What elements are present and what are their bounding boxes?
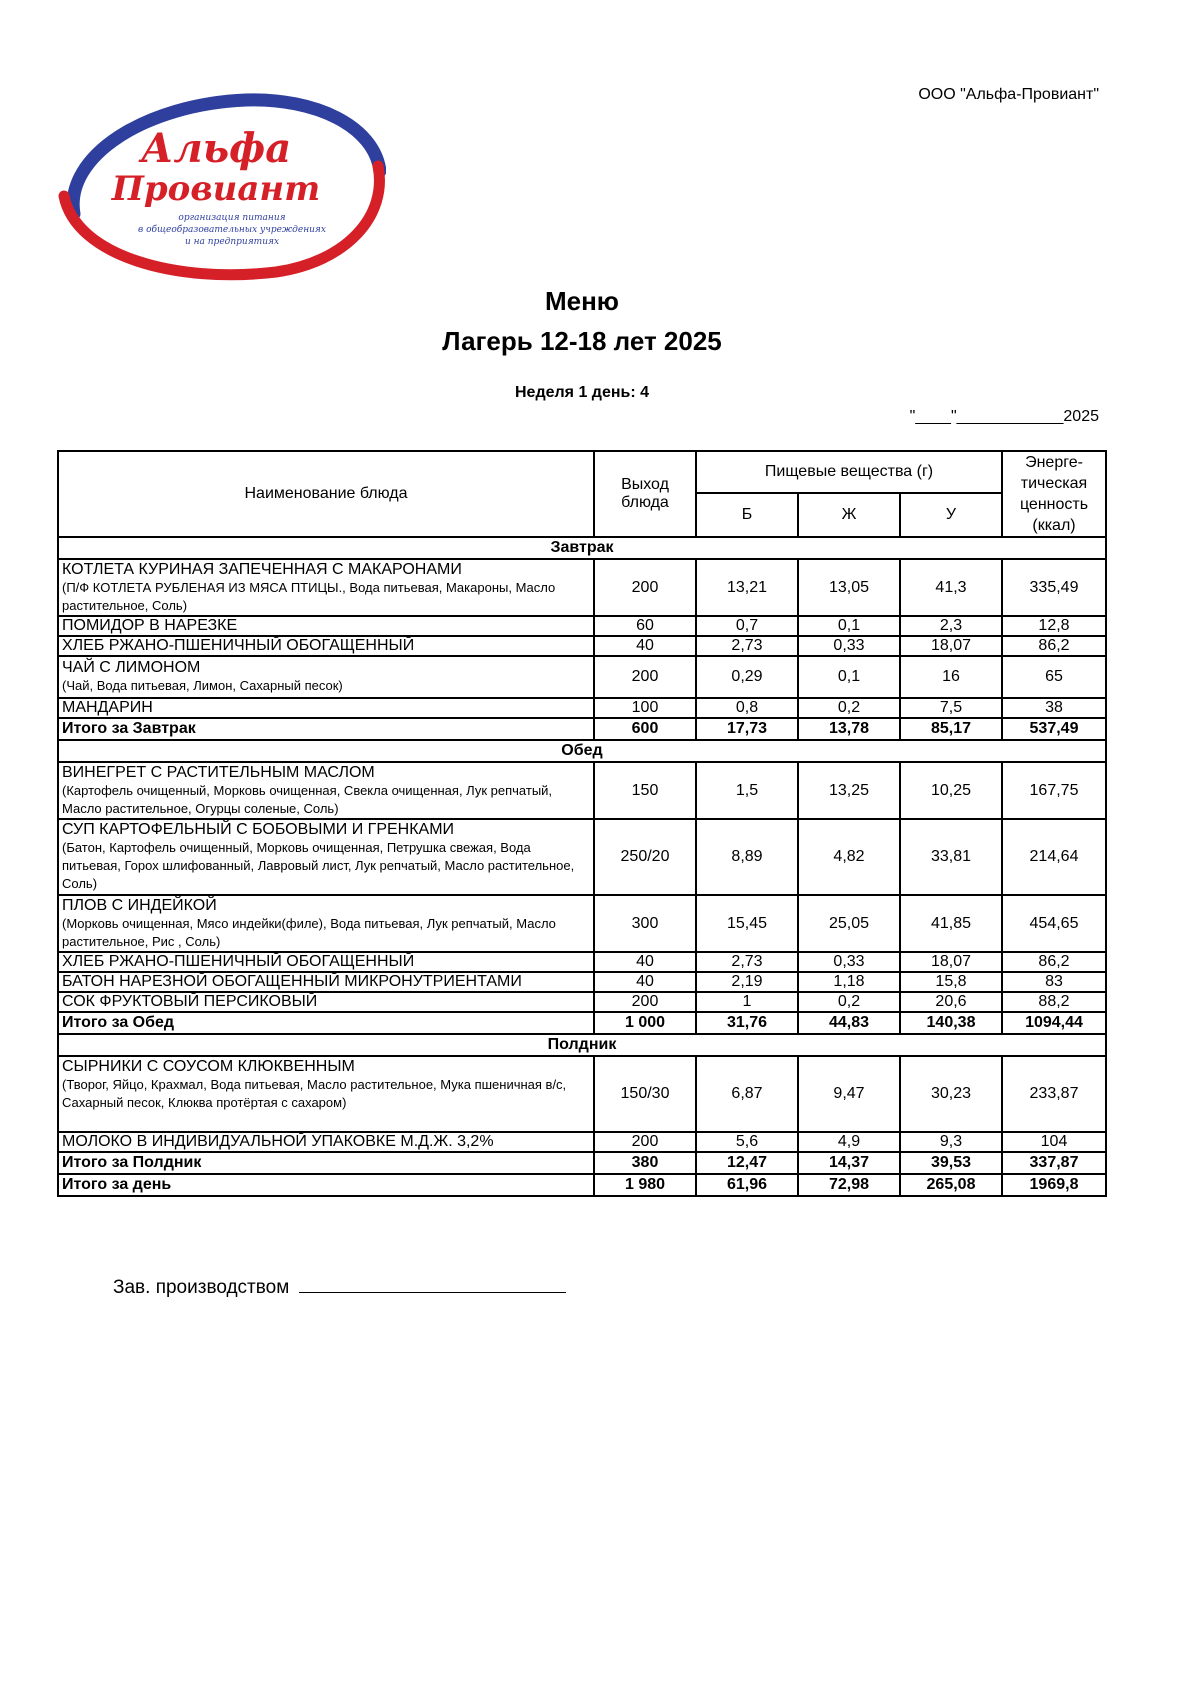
- total-yield: 600: [594, 718, 696, 740]
- protein-cell: 6,87: [696, 1056, 798, 1132]
- dish-cell: [58, 972, 594, 992]
- day-total-yield: 1 980: [594, 1174, 696, 1196]
- yield-cell: 40: [594, 636, 696, 656]
- yield-cell: 250/20: [594, 819, 696, 895]
- table-row: [58, 559, 1106, 616]
- carbs-cell: 30,23: [900, 1056, 1002, 1132]
- dish-name: БАТОН НАРЕЗНОЙ ОБОГАЩЕННЫЙ МИКРОНУТРИЕНТАМИ: [62, 973, 522, 990]
- yield-cell: 200: [594, 656, 696, 698]
- section-total-row: [58, 1152, 1106, 1174]
- kcal-cell: 104: [1002, 1132, 1106, 1152]
- dish-name: МАНДАРИН: [62, 699, 153, 716]
- total-fat: 14,37: [798, 1152, 900, 1174]
- kcal-cell: 454,65: [1002, 895, 1106, 952]
- company-name: ООО "Альфа-Провиант": [918, 86, 1099, 103]
- fat-cell: 9,47: [798, 1056, 900, 1132]
- protein-cell: 13,21: [696, 559, 798, 616]
- dish-name: ПОМИДОР В НАРЕЗКЕ: [62, 617, 238, 634]
- day-total-row: [58, 1174, 1106, 1196]
- dish-name: СЫРНИКИ С СОУСОМ КЛЮКВЕННЫМ: [62, 1058, 355, 1075]
- protein-cell: 5,6: [696, 1132, 798, 1152]
- day-total-fat: 72,98: [798, 1174, 900, 1196]
- fat-cell: 0,33: [798, 636, 900, 656]
- total-yield: 1 000: [594, 1012, 696, 1034]
- protein-cell: 1: [696, 992, 798, 1012]
- total-kcal: 337,87: [1002, 1152, 1106, 1174]
- fat-cell: 13,05: [798, 559, 900, 616]
- table-row: [58, 1132, 1106, 1152]
- section-header-row: [58, 740, 1106, 762]
- yield-cell: 40: [594, 972, 696, 992]
- dish-name: ВИНЕГРЕТ С РАСТИТЕЛЬНЫМ МАСЛОМ: [62, 763, 375, 781]
- carbs-cell: 10,25: [900, 762, 1002, 819]
- section-title: Завтрак: [58, 537, 1106, 559]
- header-dish-name: Наименование блюда: [58, 451, 594, 537]
- protein-cell: 1,5: [696, 762, 798, 819]
- signature-line: [299, 1278, 566, 1293]
- dish-name: СОК ФРУКТОВЫЙ ПЕРСИКОВЫЙ: [62, 993, 318, 1010]
- dish-name: ХЛЕБ РЖАНО-ПШЕНИЧНЫЙ ОБОГАЩЕННЫЙ: [62, 953, 415, 970]
- kcal-cell: 86,2: [1002, 636, 1106, 656]
- alfa-proviant-logo: [56, 86, 386, 286]
- dish-name: ЧАЙ С ЛИМОНОМ: [62, 659, 201, 676]
- section-total-row: [58, 1012, 1106, 1034]
- total-carbs: 140,38: [900, 1012, 1002, 1034]
- table-row: [58, 972, 1106, 992]
- section-header-row: [58, 537, 1106, 559]
- total-kcal: 1094,44: [1002, 1012, 1106, 1034]
- table-row: [58, 636, 1106, 656]
- kcal-cell: 167,75: [1002, 762, 1106, 819]
- protein-cell: 0,29: [696, 656, 798, 698]
- menu-table: [57, 450, 1107, 1197]
- svg-text:организация питания: организация питания: [178, 213, 286, 223]
- fat-cell: 0,33: [798, 952, 900, 972]
- fat-cell: 4,82: [798, 819, 900, 895]
- total-fat: 44,83: [798, 1012, 900, 1034]
- yield-cell: 150/30: [594, 1056, 696, 1132]
- yield-cell: 40: [594, 952, 696, 972]
- fat-cell: 25,05: [798, 895, 900, 952]
- dish-name: СУП КАРТОФЕЛЬНЫЙ С БОБОВЫМИ И ГРЕНКАМИ: [62, 821, 455, 838]
- table-row: [58, 1056, 1106, 1132]
- protein-cell: 2,73: [696, 636, 798, 656]
- dish-cell: [58, 559, 594, 616]
- dish-ingredients: (Морковь очищенная, Мясо индейки(филе), Вода питьевая, Лук репчатый, Масло растительное, Рис , Соль): [62, 915, 556, 949]
- yield-cell: 200: [594, 992, 696, 1012]
- yield-cell: 100: [594, 698, 696, 718]
- total-label: Итого за Полдник: [58, 1152, 594, 1174]
- total-protein: 17,73: [696, 718, 798, 740]
- dish-cell: [58, 636, 594, 656]
- header-protein: Б: [696, 493, 798, 537]
- total-carbs: 39,53: [900, 1152, 1002, 1174]
- section-header-row: [58, 1034, 1106, 1056]
- dish-ingredients: (Творог, Яйцо, Крахмал, Вода питьевая, Масло растительное, Мука пшеничная в/с, Сахарный песок, Клюква протёртая с сахаром): [62, 1077, 567, 1110]
- carbs-cell: 33,81: [900, 819, 1002, 895]
- signature-label: Зав. производством: [113, 1277, 290, 1298]
- dish-cell: [58, 819, 594, 895]
- carbs-cell: 18,07: [900, 952, 1002, 972]
- week-day-label: Неделя 1 день: 4: [514, 384, 650, 401]
- fat-cell: 0,1: [798, 656, 900, 698]
- fat-cell: 4,9: [798, 1132, 900, 1152]
- dish-cell: [58, 992, 594, 1012]
- carbs-cell: 16: [900, 656, 1002, 698]
- yield-cell: 60: [594, 616, 696, 636]
- yield-cell: 200: [594, 559, 696, 616]
- kcal-cell: 38: [1002, 698, 1106, 718]
- total-fat: 13,78: [798, 718, 900, 740]
- dish-ingredients: (Батон, Картофель очищенный, Морковь очищенная, Петрушка свежая, Вода питьевая, Горох шлифованный, Лавровый лист, Лук репчатый, Масло растительное, Соль): [62, 840, 575, 891]
- table-row: [58, 762, 1106, 819]
- total-carbs: 85,17: [900, 718, 1002, 740]
- dish-name: КОТЛЕТА КУРИНАЯ ЗАПЕЧЕННАЯ С МАКАРОНАМИ: [62, 560, 462, 578]
- carbs-cell: 41,3: [900, 559, 1002, 616]
- svg-text:Альфа: Альфа: [140, 125, 292, 172]
- yield-cell: 300: [594, 895, 696, 952]
- dish-cell: [58, 698, 594, 718]
- day-total-carbs: 265,08: [900, 1174, 1002, 1196]
- carbs-cell: 20,6: [900, 992, 1002, 1012]
- protein-cell: 2,19: [696, 972, 798, 992]
- svg-text:и на предприятиях: и на предприятиях: [184, 237, 280, 247]
- header-fat: Ж: [798, 493, 900, 537]
- fat-cell: 1,18: [798, 972, 900, 992]
- fat-cell: 13,25: [798, 762, 900, 819]
- kcal-cell: 214,64: [1002, 819, 1106, 895]
- protein-cell: 0,8: [696, 698, 798, 718]
- page-title: Меню: [544, 286, 620, 316]
- dish-cell: [58, 1056, 594, 1132]
- dish-ingredients: (Картофель очищенный, Морковь очищенная, Свекла очищенная, Лук репчатый, Масло растительное, Огурцы соленые, Соль): [62, 782, 553, 816]
- kcal-cell: 83: [1002, 972, 1106, 992]
- dish-cell: [58, 1132, 594, 1152]
- carbs-cell: 7,5: [900, 698, 1002, 718]
- total-label: Итого за Обед: [58, 1012, 594, 1034]
- total-kcal: 537,49: [1002, 718, 1106, 740]
- total-protein: 31,76: [696, 1012, 798, 1034]
- carbs-cell: 2,3: [900, 616, 1002, 636]
- yield-cell: 150: [594, 762, 696, 819]
- carbs-cell: 9,3: [900, 1132, 1002, 1152]
- dish-cell: [58, 895, 594, 952]
- total-protein: 12,47: [696, 1152, 798, 1174]
- kcal-cell: 65: [1002, 656, 1106, 698]
- table-row: [58, 698, 1106, 718]
- section-total-row: [58, 718, 1106, 740]
- dish-ingredients: (Чай, Вода питьевая, Лимон, Сахарный песок): [62, 678, 343, 693]
- kcal-cell: 86,2: [1002, 952, 1106, 972]
- dish-name: ХЛЕБ РЖАНО-ПШЕНИЧНЫЙ ОБОГАЩЕННЫЙ: [62, 637, 415, 654]
- yield-cell: 200: [594, 1132, 696, 1152]
- signature-block: [113, 1277, 566, 1299]
- fat-cell: 0,1: [798, 616, 900, 636]
- protein-cell: 8,89: [696, 819, 798, 895]
- day-total-label: Итого за день: [58, 1174, 594, 1196]
- table-row: [58, 616, 1106, 636]
- day-total-protein: 61,96: [696, 1174, 798, 1196]
- total-label: Итого за Завтрак: [58, 718, 594, 740]
- protein-cell: 15,45: [696, 895, 798, 952]
- kcal-cell: 12,8: [1002, 616, 1106, 636]
- dish-cell: [58, 952, 594, 972]
- section-title: Обед: [58, 740, 1106, 762]
- kcal-cell: 335,49: [1002, 559, 1106, 616]
- table-row: [58, 992, 1106, 1012]
- dish-name: ПЛОВ С ИНДЕЙКОЙ: [62, 896, 217, 914]
- dish-ingredients: (П/Ф КОТЛЕТА РУБЛЕНАЯ ИЗ МЯСА ПТИЦЫ., Вода питьевая, Макароны, Масло растительное, Соль): [62, 579, 556, 613]
- header-energy: Энерге- тическая ценность (ккал): [1002, 451, 1106, 537]
- header-yield: Выход блюда: [594, 451, 696, 537]
- dish-cell: [58, 762, 594, 819]
- protein-cell: 0,7: [696, 616, 798, 636]
- date-line: "____"____________2025: [909, 408, 1099, 425]
- table-row: [58, 819, 1106, 895]
- section-title: Полдник: [58, 1034, 1106, 1056]
- svg-text:в общеобразовательных учрежден: в общеобразовательных учреждениях: [138, 225, 326, 235]
- fat-cell: 0,2: [798, 992, 900, 1012]
- dish-cell: [58, 616, 594, 636]
- fat-cell: 0,2: [798, 698, 900, 718]
- svg-text:Провиант: Провиант: [111, 169, 321, 209]
- table-row: [58, 895, 1106, 952]
- day-total-kcal: 1969,8: [1002, 1174, 1106, 1196]
- table-row: [58, 952, 1106, 972]
- kcal-cell: 88,2: [1002, 992, 1106, 1012]
- dish-name: МОЛОКО В ИНДИВИДУАЛЬНОЙ УПАКОВКЕ М.Д.Ж. 3,2%: [62, 1133, 494, 1150]
- dish-cell: [58, 656, 594, 698]
- kcal-cell: 233,87: [1002, 1056, 1106, 1132]
- carbs-cell: 18,07: [900, 636, 1002, 656]
- table-row: [58, 656, 1106, 698]
- header-nutrients: Пищевые вещества (г): [696, 451, 1002, 493]
- total-yield: 380: [594, 1152, 696, 1174]
- carbs-cell: 15,8: [900, 972, 1002, 992]
- header-carbs: У: [900, 493, 1002, 537]
- carbs-cell: 41,85: [900, 895, 1002, 952]
- protein-cell: 2,73: [696, 952, 798, 972]
- page-subtitle: Лагерь 12-18 лет 2025: [442, 326, 722, 356]
